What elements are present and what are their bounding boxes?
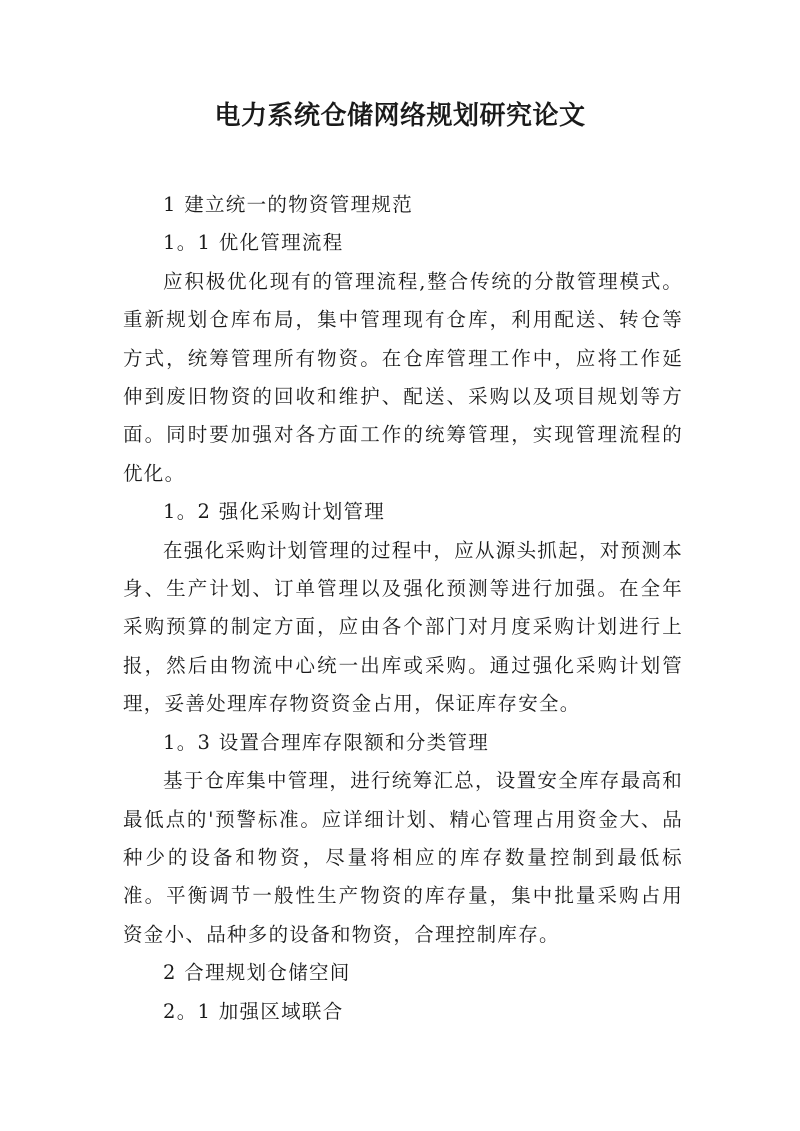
- paragraph-1-1: 应积极优化现有的管理流程,整合传统的分散管理模式。重新规划仓库布局，集中管理现有仓库，利用配送、转仓等方式，统筹管理所有物资。在仓库管理工作中，应将工作延伸到废旧物资的回收和维护、配送、采购以及项目规划等方面。同时要加强对各方面工作的统筹管理，实现管理流程的优化。: [123, 269, 683, 485]
- subsection-heading-2-1: 2。1 加强区域联合: [163, 999, 344, 1023]
- section-heading-2: 2 合理规划仓储空间: [163, 961, 351, 985]
- subsection-heading-1-1: 1。1 优化管理流程: [163, 231, 344, 255]
- section-heading-1: 1 建立统一的物资管理规范: [163, 193, 414, 216]
- subsection-heading-1-2: 1。2 强化采购计划管理: [163, 500, 386, 524]
- subsection-heading-1-3: 1。3 设置合理库存限额和分类管理: [163, 730, 490, 754]
- paragraph-1-3: 基于仓库集中管理，进行统筹汇总，设置安全库存最高和最低点的'预警标准。应详细计划、精心管理占用资金大、品种少的设备和物资，尽量将相应的库存数量控制到最低标准。平衡调节一般性生产物资的库存量，集中批量采购占用资金小、品种多的设备和物资，合理控制库存。: [123, 769, 684, 946]
- paragraph-1-2: 在强化采购计划管理的过程中，应从源头抓起，对预测本身、生产计划、订单管理以及强化预测等进行加强。在全年采购预算的制定方面，应由各个部门对月度采购计划进行上报，然后由物流中心统一出库或采购。通过强化采购计划管理，妥善处理库存物资资金占用，保证库存安全。: [123, 538, 684, 716]
- document-body: [123, 186, 683, 1031]
- document-title: 电力系统仓储网络规划研究论文: [214, 101, 586, 131]
